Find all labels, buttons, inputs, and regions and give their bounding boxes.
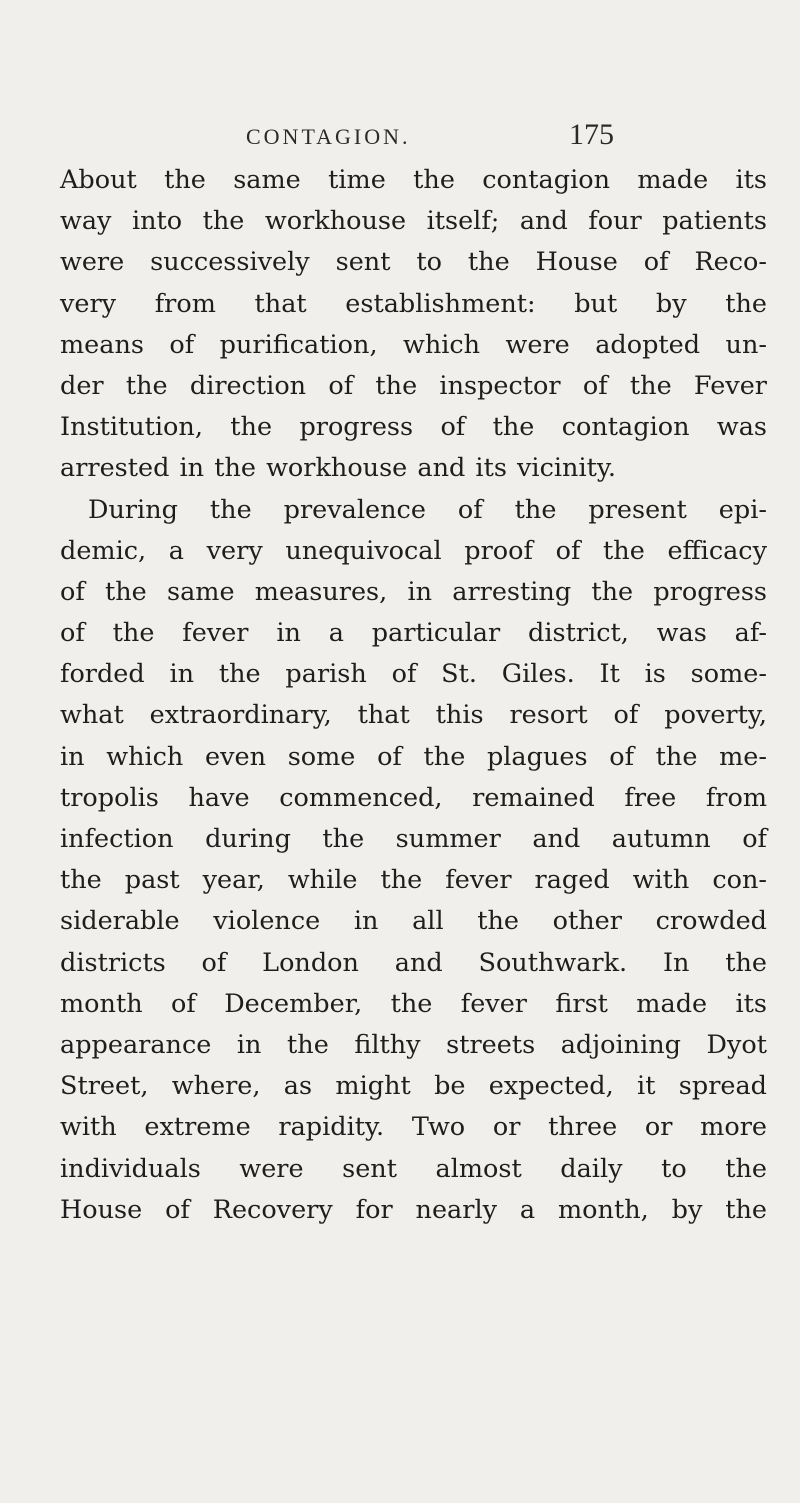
- text-line: infection during the summer and autumn of: [60, 824, 767, 854]
- text-line: the past year, while the fever raged with con-: [60, 865, 767, 896]
- text-line: in which even some of the plagues of the me-: [60, 741, 767, 772]
- text-line: siderable violence in all the other crowded: [60, 906, 767, 937]
- running-head: CONTAGION.: [246, 124, 411, 149]
- text-line: individuals were sent almost daily to the: [60, 1153, 767, 1184]
- page-number: 175: [569, 118, 614, 151]
- text-line: Institution, the progress of the contagion was: [60, 412, 767, 443]
- text-line: forded in the parish of St. Giles. It is some-: [60, 659, 767, 690]
- text-line: About the same time the contagion made its: [60, 165, 767, 195]
- text-line: During the prevalence of the present epi-: [88, 494, 767, 525]
- text-line: very from that establishment: but by the: [60, 288, 767, 319]
- text-line: tropolis have commenced, remained free from: [60, 782, 767, 813]
- body-text: [60, 160, 767, 1231]
- text-line: Street, where, as might be expected, it spread: [60, 1071, 767, 1102]
- text-line: der the direction of the inspector of the Fever: [60, 370, 767, 401]
- text-line: House of Recovery for nearly a month, by the: [60, 1194, 767, 1225]
- text-line: what extraordinary, that this resort of poverty,: [60, 700, 767, 731]
- text-line: of the same measures, in arresting the progress: [60, 576, 767, 607]
- text-line: appearance in the filthy streets adjoining Dyot: [60, 1029, 767, 1060]
- text-line: way into the workhouse itself; and four patients: [60, 206, 767, 237]
- text-line: of the fever in a particular district, was af-: [60, 618, 767, 649]
- text-line: were successively sent to the House of Reco-: [60, 247, 767, 278]
- text-line: with extreme rapidity. Two or three or more: [60, 1112, 767, 1143]
- text-line: means of purification, which were adopted un-: [60, 329, 767, 360]
- text-line: arrested in the workhouse and its vicinity.: [60, 453, 616, 484]
- text-line: month of December, the fever first made its: [60, 988, 767, 1019]
- page-header: [60, 120, 740, 160]
- text-line: districts of London and Southwark. In the: [60, 947, 767, 978]
- text-line: demic, a very unequivocal proof of the efficacy: [60, 535, 767, 566]
